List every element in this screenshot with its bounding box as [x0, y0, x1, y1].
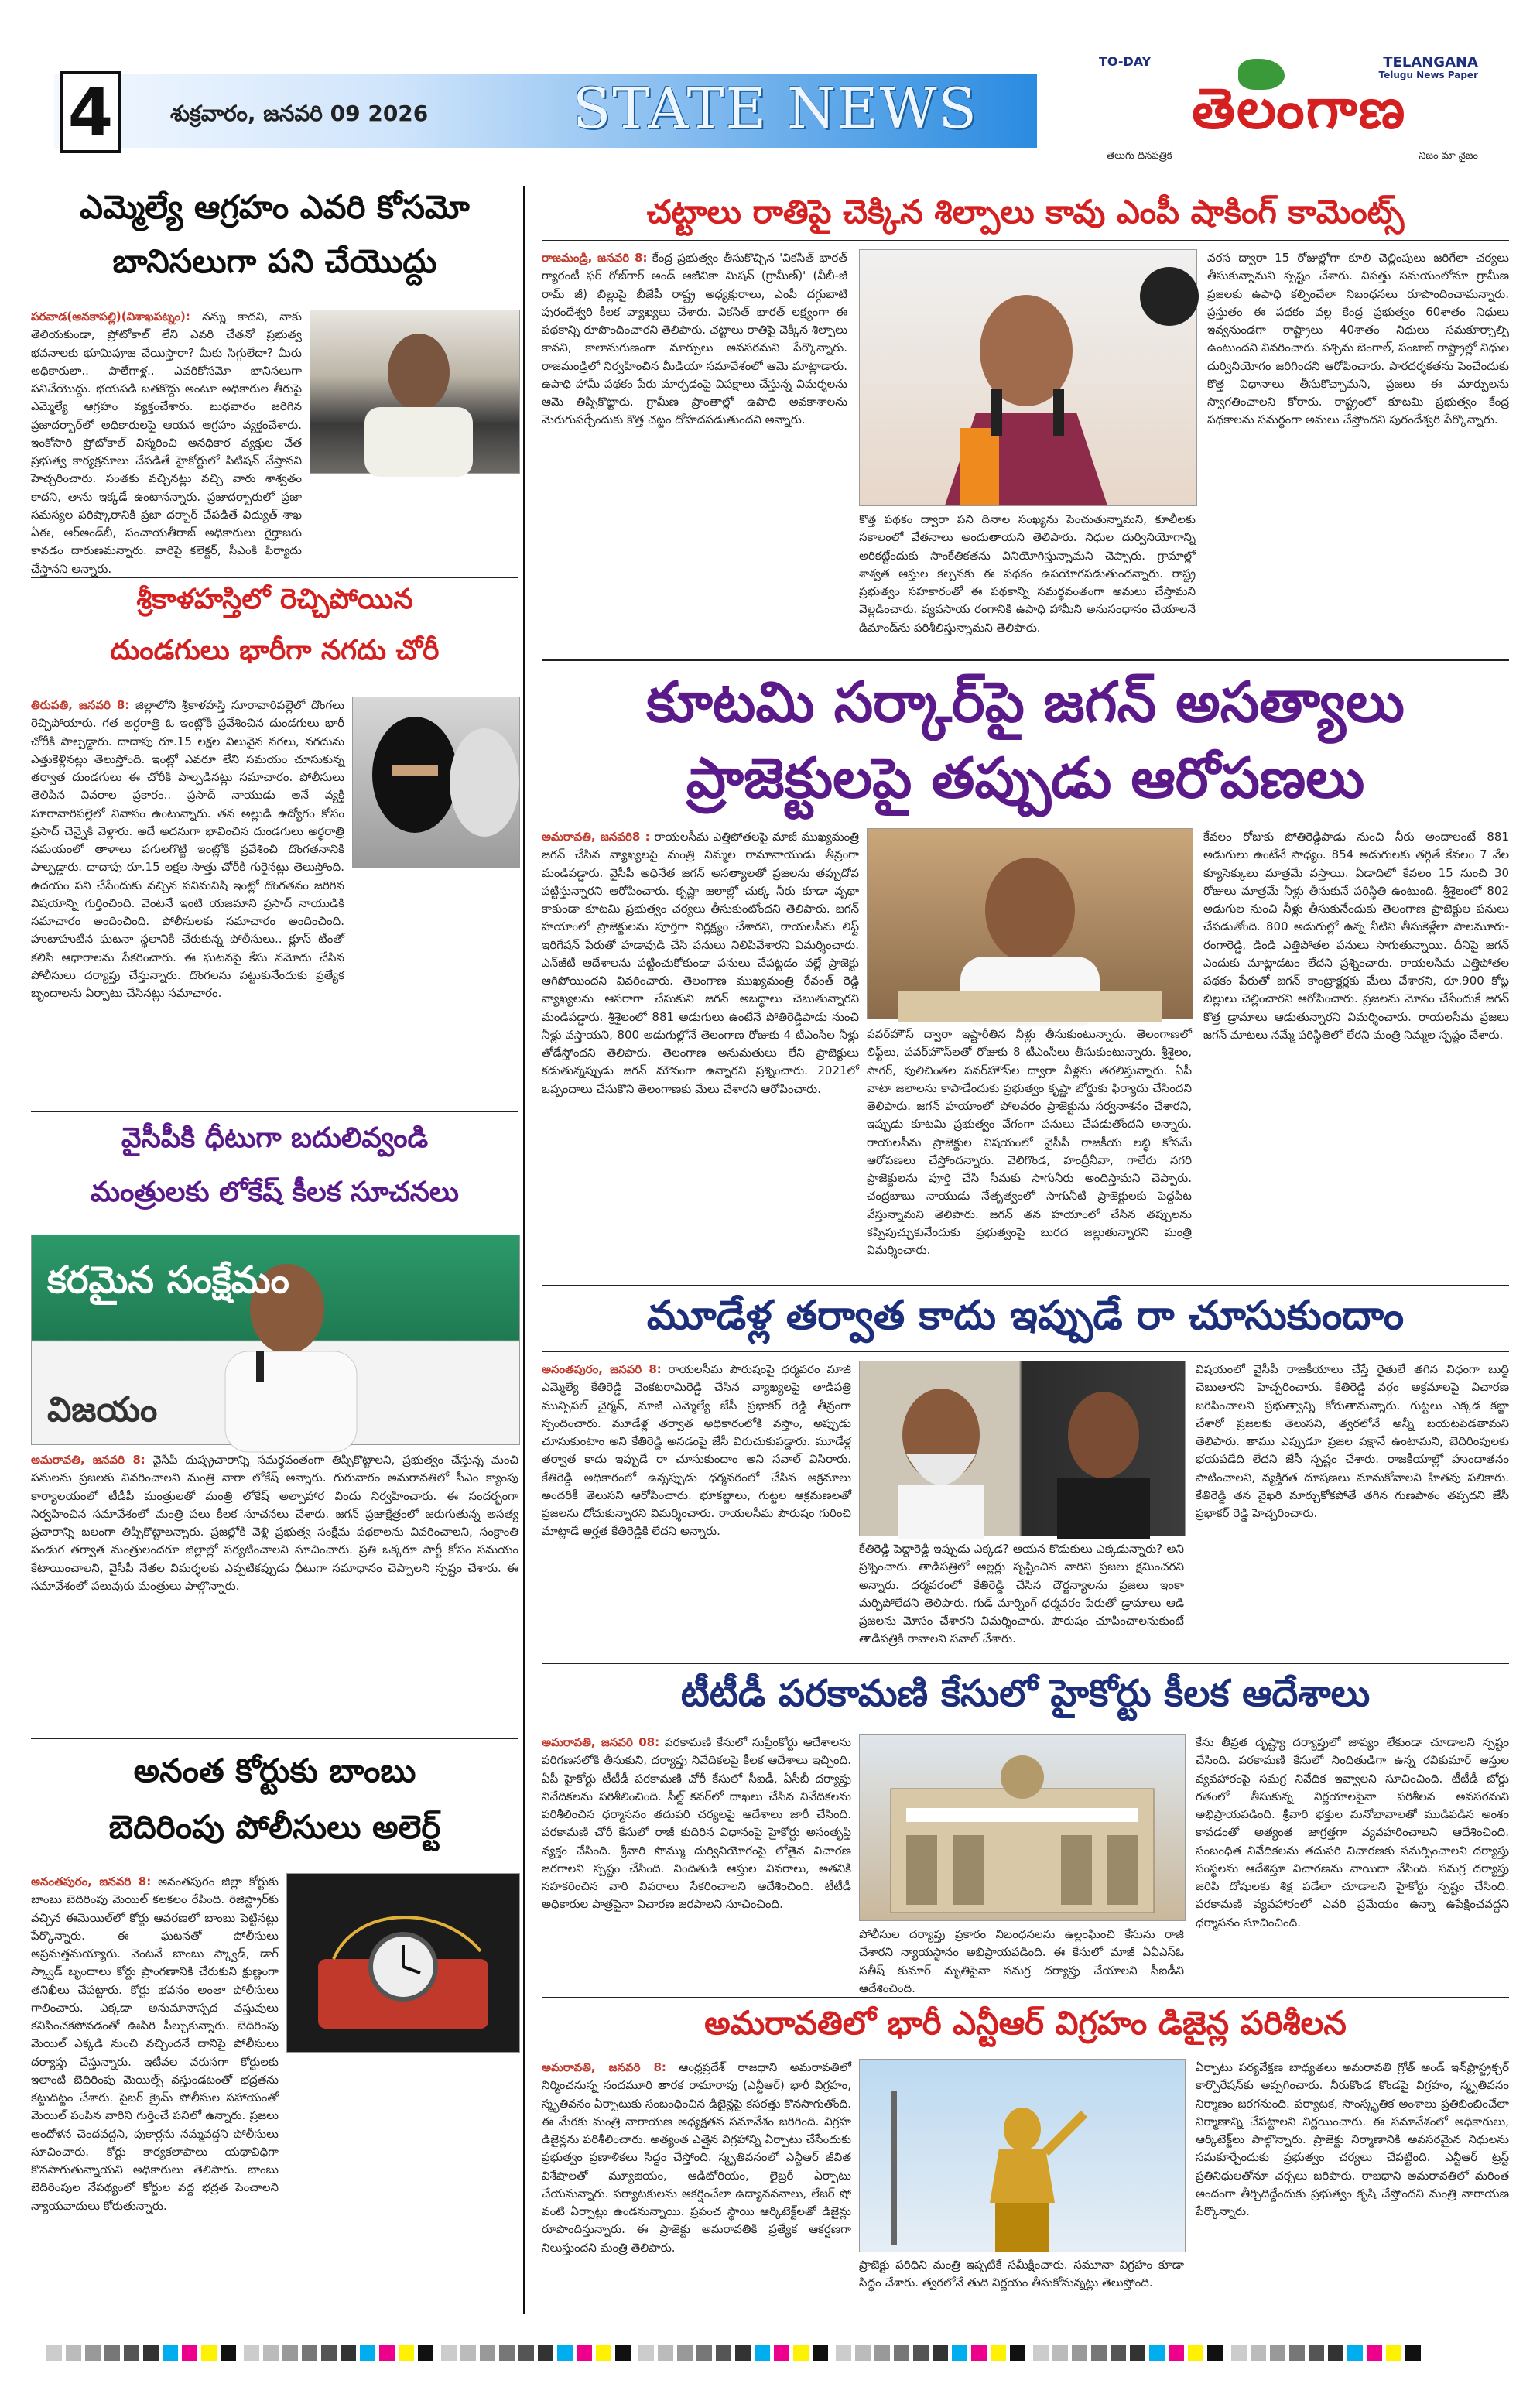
jagan-byline: అమరావతి, జనవరి8 : — [542, 830, 650, 844]
theft-body-wrap — [31, 697, 344, 1099]
lokesh-body-wrap — [31, 1451, 518, 1730]
politician-illustration — [868, 829, 1193, 1019]
ntr-headline: అమరావతిలో భారీ ఎన్టీఆర్ విగ్రహం డిజైన్ల పరిశీలన — [704, 2004, 1347, 2042]
bomb-byline: అనంతపురం, జనవరి 8: — [31, 1875, 152, 1889]
muddu-col-1 — [542, 1361, 851, 1655]
ttd-body-right: కేసు తీవ్రత దృష్ట్యా దర్యాప్తులో జాప్యం లేకుండా చూడాలని స్పష్టం చేసింది. పరకామణి కేసులో నిందితుడిగా ఉన్న రవికుమార్ ఆస్తుల వ్యవహారంపై సమగ్ర నివేదిక ఇవ్వాలని సూచించింది. టీటీడీ బోర్డు గతంలో తీసుకున్న నిర్ణయాలపైనా పరిశీలన అవసరమని అభిప్రాయపడింది. శ్రీవారి భక్తుల మనోభావాలతో ముడిపడిన అంశం కావడంతో అత్యంత జాగ్రత్తగా వ్యవహరించాలని ఆదేశించింది. సంబంధిత నివేదికలను తదుపరి విచారణకు సమర్పించాలని దర్యాప్తు సంస్థలను ఆదేశిస్తూ విచారణను వాయిదా వేసింది. సమగ్ర దర్యాప్తు జరిపి దోషులకు శిక్ష పడేలా చూడాలని హైకోర్టు స్పష్టం చేసింది. పరకామణి వ్యవహారంలో ఎవరి ప్రమేయం ఉన్నా ఉపేక్షించవద్దని ధర్మాసనం సూచించింది. — [1196, 1735, 1509, 1930]
photo-banner-text-1: కరమైన సంక్షేమం — [47, 1259, 289, 1302]
jagan-body-mid: పవర్‌హౌస్ ద్వారా ఇష్టారీతిన నీళ్లు తీసుకుంటున్నారు. తెలంగాణలో లిఫ్ట్‌లు, పవర్‌హౌస్‌లతో రోజుకు 8 టీఎంసీలు తీసుకుంటున్నారు. శ్రీశైలం, సాగర్, పులిచింతల పవర్‌హౌస్‌ల ద్వారా నీళ్లను తరలిస్తున్నారు. ఏపీ వాటా జలాలను కాపాడేందుకు ప్రభుత్వం కృష్ణా బోర్డుకు ఫిర్యాదు చేసిందని తెలిపారు. జగన్ హయాంలో పోలవరం ప్రాజెక్టును సర్వనాశనం చేశారని, ఇప్పుడు కూటమి ప్రభుత్వం వేగంగా పనులు చేపడుతోందని అన్నారు. రాయలసీమ ప్రాజెక్టుల విషయంలో వైసీపీ రాజకీయ లబ్ధి కోసమే ఆరోపణలు చేస్తోందన్నారు. వెలిగొండ, హంద్రీనీవా, గాలేరు నగరి ప్రాజెక్టులను పూర్తి చేసి సీమకు సాగునీరు అందిస్తామని చెప్పారు. చంద్రబాబు నాయుడు నేతృత్వంలో సాగునీటి ప్రాజెక్టులకు పెద్దపీట వేస్తున్నామని తెలిపారు. జగన్ తన హయాంలో చేసిన తప్పులను కప్పిపుచ్చుకునేందుకు ప్రభుత్వంపై బురద జల్లుతున్నారని మంత్రి విమర్శించారు. — [867, 1027, 1192, 1257]
jagan-col-1 — [542, 828, 859, 1277]
divider — [542, 1663, 1509, 1664]
sculpture-body-right: వరస ద్వారా 15 రోజుల్లోగా కూలి చెల్లింపులు జరిగేలా చర్యలు తీసుకున్నామని స్పష్టం చేశారు. విపత్తు సమయంలోనూ గ్రామీణ ప్రజలకు ఉపాధి కల్పించేలా నిబంధనలు రూపొందించామన్నారు. ప్రస్తుతం ఈ పథకం వల్ల కేంద్ర ప్రభుత్వం 60శాతం నిధులు ఇవ్వనుండగా రాష్ట్రాలు 40శాతం నిధులు సమకూర్చాల్సి ఉంటుందని వివరించారు. పశ్చిమ బెంగాల్, పంజాబ్ రాష్ట్రాల్లో నిధుల దుర్వినియోగం జరిగిందని ఆరోపించారు. పారదర్శకతను పెంచేందుకు కొత్త విధానాలు తీసుకొచ్చామని, ప్రజలు ఈ మార్పులను స్వాగతించాలని కోరారు. రాష్ట్రంలో కూటమి ప్రభుత్వం కేంద్ర పథకాలను సమర్థంగా అమలు చేస్తోందని పురందేశ్వరి పేర్కొన్నారు. — [1207, 251, 1509, 427]
sculpture-headline: చట్టాలు రాతిపై చెక్కిన శిల్పాలు కావు ఎంపీ షాకింగ్ కామెంట్స్ — [646, 193, 1405, 231]
divider — [542, 240, 1509, 241]
muddu-headline: మూడేళ్ల తర్వాత కాదు ఇప్పుడే రా చూసుకుందాం — [646, 1293, 1405, 1339]
divider — [31, 1738, 518, 1739]
sculpture-body-mid: కొత్త పథకం ద్వారా పని దినాల సంఖ్యను పెంచుతున్నామని, కూలీలకు సకాలంలో వేతనాలు అందుతాయని తెలిపారు. నిధుల దుర్వినియోగాన్ని అరికట్టేందుకు సాంకేతికతను వినియోగిస్తున్నామని చెప్పారు. గ్రామాల్లో శాశ్వత ఆస్తుల కల్పనకు ఈ పథకం ఉపయోగపడుతుందన్నారు. రాష్ట్ర ప్రభుత్వం సహకారంతో ఈ పథకాన్ని సమర్థవంతంగా అమలు చేస్తామని వెల్లడించారు. వ్యవసాయ రంగానికి ఉపాధి హామీని అనుసంధానం చేయాలనే డిమాండ్‌ను పరిశీలిస్తున్నామని తెలిపారు. — [859, 512, 1196, 635]
jagan-body-left: రాయలసీమ ఎత్తిపోతలపై మాజీ ముఖ్యమంత్రి జగన్ చేసిన వ్యాఖ్యలపై మంత్రి నిమ్మల రామానాయుడు తీవ్రంగా మండిపడ్డారు. వైసీపీ అధినేత జగన్ అసత్యాలతో ప్రజలను తప్పుదోవ పట్టిస్తున్నారని ఆరోపించారు. కృష్ణా జలాల్లో చుక్క నీరు కూడా వృథా కాకుండా కూటమి ప్రభుత్వం చర్యలు తీసుకుంటోందని తెలిపారు. జగన్ హయాంలో ప్రాజెక్టులను పూర్తిగా నిర్లక్ష్యం చేశారని, రాయలసీమ లిఫ్ట్ ఇరిగేషన్ పేరుతో హడావుడి చేసి పనులు నిలిపివేశారని విమర్శించారు. ఎన్‌జీటీ ఆదేశాలను పట్టించుకోకుండా పనులు చేపట్టడం వల్లే ప్రాజెక్టు ఆగిపోయిందని వివరించారు. తెలంగాణ ముఖ్యమంత్రి రేవంత్ రెడ్డి వ్యాఖ్యలను ఆసరాగా చేసుకుని జగన్ అబద్ధాలు చెబుతున్నారని మండిపడ్డారు. శ్రీశైలంలో 881 అడుగులు ఉంటేనే పోతిరెడ్డిపాడు నుంచి నీళ్లు వస్తాయని, 800 అడుగుల్లోనే తెలంగాణ రోజుకు 4 టీఎంసీల నీళ్లు తోడేస్తోందని తెలిపారు. తెలంగాణ అనుమతులు లేని ప్రాజెక్టులు కడుతున్నప్పుడు జగన్ మౌనంగా ఉన్నారని ప్రశ్నించారు. 2021లో ఒప్పందాలు చేసుకొని తెలంగాణకు మేలు చేశారని ఆరోపించారు. — [542, 830, 859, 1096]
mp-photo — [859, 249, 1197, 506]
muddu-byline: అనంతపురం, జనవరి 8: — [542, 1362, 662, 1376]
muddu-body-left: రాయలసీమ పౌరుషంపై ధర్మవరం మాజీ ఎమ్మెల్యే కేతిరెడ్డి వెంకటరామిరెడ్డి చేసిన వ్యాఖ్యలపై తాడిపత్రి మున్సిపల్ చైర్మన్, మాజీ ఎమ్మెల్యే జేసీ ప్రభాకర్ రెడ్డి తీవ్రంగా స్పందించారు. మూడేళ్ల తర్వాత అధికారంలోకి వస్తాం, అప్పుడు చూసుకుంటాం అని కేతిరెడ్డి అనడంపై జేసీ విరుచుకుపడ్డారు. మూడేళ్ల తర్వాత కాదు ఇప్పుడే రా చూసుకుందాం అని సవాల్ విసిరారు. కేతిరెడ్డి అధికారంలో ఉన్నప్పుడు ధర్మవరంలో చేసిన అక్రమాలు అందరికీ తెలుసని ఆరోపించారు. భూకబ్జాలు, గుట్టల ఆక్రమణలతో ప్రజలను దోచుకున్నారని విమర్శించారు. రాయలసీమ పౌరుషం గురించి మాట్లాడే అర్హత కేతిరెడ్డికి లేదని అన్నారు. — [542, 1362, 851, 1539]
newspaper-logo — [1099, 53, 1509, 161]
issue-date: శుక్రవారం, జనవరి 09 2026 — [170, 101, 429, 126]
ntr-col-2 — [859, 2256, 1184, 2314]
ntr-col-1 — [542, 2059, 851, 2314]
divider — [542, 659, 1509, 661]
jagan-body-right: కేవలం రోజుకు పోతిరెడ్డిపాడు నుంచి నీరు అందాలంటే 881 అడుగులు ఉంటేనే సాధ్యం. 854 అడుగులకు తగ్గితే కేవలం 7 వేల క్యూసెక్కులు మాత్రమే వస్తాయి. ఏడాదిలో కేవలం 15 నుంచి 30 రోజులు మాత్రమే నీళ్లు తీసుకునే పరిస్థితి ఉంటుంది. శ్రీశైలంలో 802 అడుగుల నుంచి నీళ్లు తీసుకునేందుకు తెలంగాణ ప్రాజెక్టుల పనులు చేపడుతోంది. 800 అడుగుల్లో ఉన్న నీటిని తీసుకెళ్లేలా పాలమూరు-రంగారెడ్డి, డిండి ఎత్తిపోతల పనులు సాగుతున్నాయి. దీనిపై జగన్ ఎందుకు మాట్లాడటం లేదని ప్రశ్నించారు. రాయలసీమ ఎత్తిపోతల పథకం పేరుతో జగన్ కాంట్రాక్టర్లకు మేలు చేశారని, రూ.900 కోట్ల బిల్లులు చెల్లించారని ఆరోపించారు. ప్రజలను మోసం చేసేందుకే జగన్ కొత్త డ్రామాలు ఆడుతున్నారని విమర్శించారు. రాయలసీమ ప్రజలు జగన్ మాటలు నమ్మే పరిస్థితిలో లేరని మంత్రి నిమ్మల స్పష్టం చేశారు. — [1203, 830, 1509, 1042]
muddu-photo — [859, 1361, 1186, 1536]
ttd-col-3 — [1196, 1734, 1509, 1989]
ntr-byline: అమరావతి, జనవరి 8: — [542, 2060, 666, 2074]
sculpture-col-2 — [859, 511, 1196, 650]
ntr-statue-photo — [859, 2059, 1186, 2252]
muddu-body-right: విషయంలో వైసీపీ రాజకీయాలు చేస్తే రైతులే తగిన విధంగా బుద్ధి చెబుతారని హెచ్చరించారు. కేతిరెడ్డి వర్గం అక్రమాలపై విచారణ జరిపించాలని ప్రభుత్వాన్ని కోరుతామన్నారు. గుట్టలు ఎక్కడ కబ్జా చేశారో ప్రజలకు తెలుసని, త్వరలోనే అన్నీ బయటపెడతామని తెలిపారు. తాము ఎప్పుడూ ప్రజల పక్షానే ఉంటామని, బెదిరింపులకు భయపడేది లేదని జేసీ స్పష్టం చేశారు. రాజకీయాల్లో హుందాతనం పాటించాలని, వ్యక్తిగత దూషణలు మానుకోవాలని హితవు పలికారు. కేతిరెడ్డి తన వైఖరి మార్చుకోకపోతే తగిన గుణపాఠం తప్పదని జేసీ ప్రభాకర్ రెడ్డి హెచ్చరించారు. — [1196, 1362, 1509, 1520]
muddu-body-mid: కేతిరెడ్డి పెద్దారెడ్డి ఇప్పుడు ఎక్కడ? ఆయన కొడుకులు ఎక్కడున్నారు? అని ప్రశ్నించారు. తాడిపత్రిలో అల్లర్లు సృష్టించిన వారిని ప్రజలు క్షమించరని అన్నారు. ధర్మవరంలో కేతిరెడ్డి చేసిన దౌర్జన్యాలను ప్రజలు ఇంకా మర్చిపోలేదని తెలిపారు. గుడ్ మార్నింగ్ ధర్మవరం పేరుతో డ్రామాలు ఆడి ప్రజలను మోసం చేశారని విమర్శించారు. పౌరుషం చూపించాలనుకుంటే తాడిపత్రికి రావాలని సవాల్ చేశారు. — [859, 1542, 1184, 1646]
statue-illustration — [860, 2060, 1185, 2252]
divider — [31, 577, 518, 578]
logo-telangana: TELANGANA — [1383, 54, 1478, 70]
logo-tagline-right: నిజం మా నైజం — [1419, 150, 1478, 162]
lokesh-headline-1: వైసీపీకి ధీటుగా బదులివ్వండి — [121, 1122, 429, 1154]
jagan-col-2 — [867, 1026, 1192, 1277]
photo-banner-text-2: విజయం — [47, 1390, 158, 1430]
divider — [542, 1285, 1509, 1286]
sculpture-body-left: కేంద్ర ప్రభుత్వం తీసుకొచ్చిన 'వికసిత్ భారత్ గ్యారంటీ ఫర్ రోజ్‌గార్ అండ్ ఆజీవికా మిషన్ (గ్రామీణ్)' (వీబీ-జీ రామ్ జీ) బిల్లుపై బీజేపీ రాష్ట్ర అధ్యక్షురాలు, ఎంపీ దగ్గుబాటి పురందేశ్వరి కీలక వ్యాఖ్యలు చేశారు. వికసిత్ భారత్ లక్ష్యంగా ఈ పథకాన్ని రూపొందించారని తెలిపారు. చట్టాలు రాతిపై చెక్కిన శిల్పాలు కావని, కాలానుగుణంగా మార్పులు అవసరమని పేర్కొన్నారు. రాజమండ్రిలో నిర్వహించిన మీడియా సమావేశంలో ఆమె మాట్లాడారు. ఉపాధి హామీ పథకం పేరు మార్చడంపై విపక్షాలు చేస్తున్న విమర్శలను ఆమె తిప్పికొట్టారు. గ్రామీణ ప్రాంతాల్లో ఉపాధి అవకాశాలను మెరుగుపర్చేందుకు కొత్త చట్టం దోహదపడుతుందని అన్నారు. — [542, 251, 847, 427]
theft-byline: తిరుపతి, జనవరి 8: — [31, 698, 130, 712]
theft-body: జిల్లాలోని శ్రీకాళహస్తి సూరావారిపల్లెలో దొంగలు రెచ్చిపోయారు. గత అర్ధరాత్రి ఓ ఇంట్లోకి ప్రవేశించిన దుండగులు భారీ చోరీకి పాల్పడ్డారు. దాదాపు రూ.15 లక్షల విలువైన నగలు, నగదును ఎత్తుకెళ్లినట్లు తెలుస్తోంది. ఇంట్లో ఎవరూ లేని సమయం చూసుకున్న తర్వాత దుండగులు ఈ చోరీకి పాల్పడినట్లు సమాచారం. పోలీసులు తెలిపిన వివరాల ప్రకారం.. ప్రసాద్ నాయుడు అనే వ్యక్తి సూరావారిపల్లెలో నివాసం ఉంటున్నారు. తన అల్లుడి ఉద్యోగం కోసం ప్రసాద్ చెన్నైకి వెళ్లారు. అదే అదనుగా భావించిన దుండగులు అర్ధరాత్రి సమయంలో తాళాలు పగులగొట్టి ఇంట్లోకి ప్రవేశించి దొంగతనానికి పాల్పడ్డారు. దాదాపు రూ.15 లక్షల సొత్తు చోరీకి గురైనట్లు తెలుస్తోంది. ఉదయం పని చేసేందుకు వచ్చిన పనిమనిషి ఇంట్లో దొంగతనం జరిగిన విషయాన్ని గుర్తించింది. వెంటనే ఇంటి యజమాని ప్రసాద్ నాయుడికి సమాచారం అందించింది. పోలీసులకు సమాచారం అందించింది. హుటాహుటిన ఘటనా స్థలానికి చేరుకున్న పోలీసులు.. క్లూస్ టీంతో కలిసి ఆధారాలను సేకరించారు. ఈ ఘటనపై కేసు నమోదు చేసిన పోలీసులు దర్యాప్తు చేస్తున్నారు. దొంగలను పట్టుకునేందుకు ప్రత్యేక బృందాలను ఏర్పాటు చేసినట్లు సమాచారం. — [31, 698, 344, 1000]
high-court-building-illustration — [860, 1735, 1185, 1920]
ttd-col-1 — [542, 1734, 851, 1989]
bomb-headline-2: బెదిరింపు పోలీసులు అలెర్ట్ — [108, 1808, 441, 1846]
page-number: 4 — [60, 71, 121, 153]
muddu-col-2 — [859, 1540, 1184, 1655]
theft-photo — [352, 697, 520, 868]
mla-headline-1: ఎమ్మెల్యే ఆగ్రహం ఎవరి కోసమో — [80, 188, 470, 226]
mla-body: నన్ను కాదని, నాకు తెలియకుండా, ప్రోటోకాల్ లేని ఎవరి చేతనో ప్రభుత్వ భవనాలకు భూమిపూజ చేయిస్తారా? మీకు సిగ్గులేదా? మీరు అధికారులా.. పాలేగాళ్ల.. ఎవరికోసమో బానిసలుగా పనిచేయొద్దు. భయపడి బతకొద్దు అంటూ అధికారుల తీరుపై ఎమ్మెల్యే ఆగ్రహం వ్యక్తంచేశారు. బుధవారం జరిగిన ప్రజాదర్బార్‌లో అధికారులపై ఆయన ఆగ్రహం వ్యక్తంచేశారు. ఇంకోసారి ప్రోటోకాల్ విస్మరించి అనధికార వ్యక్తుల చేత ప్రభుత్వ కార్యక్రమాలు చేపడితే హైకోర్టులో పిటిషన్ వేస్తానని హెచ్చరించారు. సంతకు వచ్చినట్లు వచ్చి వారు శాశ్వతం కాదని, తాను ఇక్కడే ఉంటానన్నారు. ప్రజాదర్బారులో ప్రజా సమస్యల పరిష్కారానికి ప్రజా దర్బార్ చేపడితే విద్యుత్ శాఖ ఏఈ, ఆర్‌అండ్‌బీ, పంచాయతీరాజ్ అధికారులు గైర్హాజరు కావడం దారుణమన్నారు. వారిపై కలెక్టర్, సీఎంకి ఫిర్యాదు చేస్తానని అన్నారు. — [31, 310, 302, 576]
bomb-headline-1: అనంత కోర్టుకు బాంబు — [133, 1752, 416, 1789]
divider — [542, 1997, 1509, 1998]
mla-byline: పరవాడ(ఆనకాపల్లి)(విశాఖపట్నం): — [31, 310, 190, 324]
mla-body-wrap — [31, 308, 302, 576]
bomb-body-wrap — [31, 1873, 279, 2314]
high-court-photo — [859, 1734, 1186, 1921]
ttd-body-mid: పోలీసుల దర్యాప్తు ప్రకారం నిబంధనలను ఉల్లంఘించి కేసును రాజీ చేశారని న్యాయస్థానం అభిప్రాయపడింది. ఈ కేసులో మాజీ ఏవీఎస్‌ఓ సతీష్ కుమార్ మృతిపైనా సమగ్ర దర్యాప్తు చేయాలని సీఐడీని ఆదేశించింది. — [859, 1927, 1184, 1995]
sculpture-col-1 — [542, 249, 847, 652]
bomb-photo — [286, 1873, 520, 2053]
jagan-col-3 — [1203, 828, 1509, 1277]
mla-photo — [310, 310, 520, 474]
ttd-body-left: పరకామణి కేసులో సుప్రీంకోర్టు ఆదేశాలను పరిగణనలోకి తీసుకుని, దర్యాప్తు నివేదికలపై కీలక ఆదేశాలు ఇచ్చింది. ఏపీ హైకోర్టు టీటీడీ పరకామణి చోరీ కేసులో సీఐడీ, ఏసీబీ దర్యాప్తు నివేదికలను పరిశీలించింది. సీల్డ్ కవర్‌లో దాఖలు చేసిన నివేదికలను పరిశీలించిన ధర్మాసనం తదుపరి చర్యలపై ఆదేశాలు జారీ చేసింది. పరకామణి చోరీ కేసులో రాజీ కుదిరిన విధానంపై హైకోర్టు అసంతృప్తి వ్యక్తం చేసింది. శ్రీవారి సొమ్ము దుర్వినియోగంపై లోతైన విచారణ జరగాలని స్పష్టం చేసింది. నిందితుడి ఆస్తుల వివరాలు, అతనికి సహకరించిన వారి వివరాలు సేకరించాలని ఆదేశించింది. టీటీడీ అధికారుల పాత్రపైనా విచారణ జరపాలని సూచించింది. — [542, 1735, 851, 1912]
mla-headline-2: బానిసలుగా పని చేయొద్దు — [112, 242, 437, 280]
logo-today: TO-DAY — [1099, 54, 1152, 69]
ttd-col-2 — [859, 1926, 1184, 1995]
column-divider — [523, 186, 525, 2314]
divider — [542, 1351, 1509, 1352]
section-title: STATE NEWS — [573, 76, 978, 141]
ntr-col-3 — [1196, 2059, 1509, 2314]
logo-name: తెలంగాణ — [1192, 76, 1407, 141]
theft-headline-2: దుండగులు భారీగా నగదు చోరీ — [110, 635, 440, 666]
person-illustration — [310, 310, 519, 473]
lokesh-body: వైసీపీ దుష్ప్రచారాన్ని సమర్థవంతంగా తిప్పికొట్టాలని, ప్రభుత్వం చేస్తున్న మంచి పనులను ప్రజలకు వివరించాలని మంత్రి నారా లోకేష్ అన్నారు. గురువారం అమరావతిలో సీఎం క్యాంపు కార్యాలయంలో టీడీపీ మంత్రులతో మంత్రి లోకేష్ అల్పాహార విందు నిర్వహించారు. ఈ సందర్భంగా నిర్వహించిన సమావేశంలో మంత్రి పలు కీలక సూచనలు చేశారు. జగన్ ప్రజాక్షేత్రంలో జరుగుతున్న అసత్య ప్రచారాన్ని బలంగా తిప్పికొట్టాలన్నారు. ప్రజల్లోకి వెళ్లి ప్రభుత్వ సంక్షేమ పథకాలను వివరించాలని, సంక్రాంతి పండుగ తర్వాత మంత్రులందరూ జిల్లాల్లో పర్యటించాలని సూచించారు. ప్రతి ఒక్కరూ పార్టీ కోసం సమయం కేటాయించాలని, వైసీపీ నేతల విమర్శలకు ఎప్పటికప్పుడు ధీటుగా సమాధానం చెప్పాలని స్పష్టం చేశారు. ఈ సమావేశంలో పలువురు మంత్రులు పాల్గొన్నారు. — [31, 1453, 518, 1593]
woman-speaker-illustration — [860, 250, 1196, 505]
logo-subtitle: Telugu News Paper — [1378, 70, 1478, 80]
masked-thief-illustration — [353, 697, 519, 868]
logo-tagline-left: తెలుగు దినపత్రిక — [1107, 150, 1172, 162]
muddu-col-3 — [1196, 1361, 1509, 1655]
sculpture-byline: రాజమండ్రి, జనవరి 8: — [542, 251, 648, 265]
lokesh-byline: అమరావతి, జనవరి 8: — [31, 1453, 145, 1467]
time-bomb-illustration — [287, 1874, 519, 2052]
jagan-headline-2: ప్రాజెక్టులపై తప్పుడు ఆరోపణలు — [686, 745, 1365, 810]
jagan-headline-1: కూటమి సర్కార్‌పై జగన్ అసత్యాలు — [646, 670, 1405, 735]
ttd-byline: అమరావతి, జనవరి 08: — [542, 1735, 660, 1749]
divider — [31, 1111, 518, 1112]
ntr-body-mid: ప్రాజెక్టు పరిధిని మంత్రి ఇప్పటికే సమీక్షించారు. సమూనా విగ్రహం కూడా సిద్ధం చేశారు. త్వరలోనే తుది నిర్ణయం తీసుకోనున్నట్లు తెలుస్తోంది. — [859, 2258, 1184, 2290]
ntr-body-right: ఏర్పాటు పర్యవేక్షణ బాధ్యతలు అమరావతి గ్రోత్ అండ్ ఇన్‌ఫ్రాస్ట్రక్చర్ కార్పొరేషన్‌కు అప్పగించారు. నీరుకొండ కొండపై విగ్రహం, స్మృతివనం నిర్మాణం జరగనుంది. పర్యాటక, సాంస్కృతిక అంశాలు ప్రతిబింబించేలా నిర్మాణాన్ని చేపట్టాలని నిర్ణయించారు. ఈ సమావేశంలో అధికారులు, ఆర్కిటెక్ట్‌లు పాల్గొన్నారు. ప్రాజెక్టు నిర్మాణానికి అవసరమైన నిధులను సమకూర్చేందుకు ప్రభుత్వం చర్యలు చేపట్టింది. ఎన్టీఆర్ ట్రస్ట్ ప్రతినిధులతోనూ చర్చలు జరిపారు. రాజధాని అమరావతిలో మరింత అందంగా తీర్చిదిద్దేందుకు ప్రభుత్వం కృషి చేస్తోందని మంత్రి నారాయణ పేర్కొన్నారు. — [1196, 2060, 1509, 2218]
jagan-photo — [867, 828, 1193, 1019]
print-color-bar — [46, 2345, 1494, 2365]
lokesh-photo — [31, 1235, 520, 1445]
theft-headline-1: శ్రీకాళహస్తిలో రెచ్చిపోయిన — [136, 584, 413, 615]
ttd-headline: టీటీడీ పరకామణి కేసులో హైకోర్టు కీలక ఆదేశాలు — [680, 1672, 1371, 1715]
two-politicians-illustration — [860, 1361, 1185, 1536]
lokesh-headline-2: మంత్రులకు లోకేష్ కీలక సూచనలు — [91, 1176, 459, 1208]
sculpture-col-3 — [1207, 249, 1509, 652]
ntr-body-left: ఆంధ్రప్రదేశ్ రాజధాని అమరావతిలో నిర్మించనున్న నందమూరి తారక రామారావు (ఎన్టీఆర్) భారీ విగ్రహం, స్మృతివనం ఏర్పాటుకు సంబంధించిన డిజైన్లపై కసరత్తు కొనసాగుతోంది. ఈ మేరకు మంత్రి నారాయణ అధ్యక్షతన సమావేశం జరిగింది. విగ్రహ డిజైన్లను పరిశీలించారు. అత్యంత ఎత్తైన విగ్రహాన్ని ఏర్పాటు చేసేందుకు ప్రభుత్వం ప్రణాళికలు సిద్ధం చేస్తోంది. స్మృతివనంలో ఎన్టీఆర్ జీవిత విశేషాలతో మ్యూజియం, ఆడిటోరియం, లైబ్రరీ ఏర్పాటు చేయనున్నారు. పర్యాటకులను ఆకర్షించేలా ఉద్యానవనాలు, లేజర్ షో వంటి ఏర్పాట్లు ఉండనున్నాయి. ప్రపంచ స్థాయి ఆర్కిటెక్ట్‌లతో డిజైన్లు రూపొందిస్తున్నారు. ఈ ప్రాజెక్టు అమరావతికి ప్రత్యేక ఆకర్షణగా నిలుస్తుందని మంత్రి తెలిపారు. — [542, 2060, 851, 2255]
bomb-body: అనంతపురం జిల్లా కోర్టుకు బాంబు బెదిరింపు మెయిల్ కలకలం రేపింది. రిజిస్ట్రార్‌కు వచ్చిన ఈమెయిల్‌లో కోర్టు ఆవరణలో బాంబు పెట్టినట్లు పేర్కొన్నారు. ఈ ఘటనతో పోలీసులు అప్రమత్తమయ్యారు. వెంటనే బాంబు స్క్వాడ్, డాగ్ స్క్వాడ్ బృందాలు కోర్టు ప్రాంగణానికి చేరుకుని క్షుణ్ణంగా తనిఖీలు చేపట్టారు. కోర్టు భవనం అంతా పోలీసులు గాలించారు. ఎక్కడా అనుమానాస్పద వస్తువులు కనిపించకపోవడంతో ఊపిరి పీల్చుకున్నారు. బెదిరింపు మెయిల్ ఎక్కడి నుంచి వచ్చిందనే దానిపై పోలీసులు దర్యాప్తు చేస్తున్నారు. ఇటీవల వరుసగా కోర్టులకు ఇలాంటి బెదిరింపు మెయిల్స్ వస్తుండటంతో భద్రతను కట్టుదిట్టం చేశారు. సైబర్ క్రైమ్ పోలీసుల సహాయంతో మెయిల్ పంపిన వారిని గుర్తించే పనిలో ఉన్నారు. ప్రజలు ఆందోళన చెందవద్దని, పుకార్లను నమ్మవద్దని పోలీసులు సూచించారు. కోర్టు కార్యకలాపాలు యథావిధిగా కొనసాగుతున్నాయని అధికారులు తెలిపారు. బాంబు బెదిరింపుల నేపథ్యంలో కోర్టుల వద్ద భద్రత పెంచాలని న్యాయవాదులు కోరుతున్నారు. — [31, 1875, 279, 2213]
mla-body-continued — [31, 484, 518, 569]
